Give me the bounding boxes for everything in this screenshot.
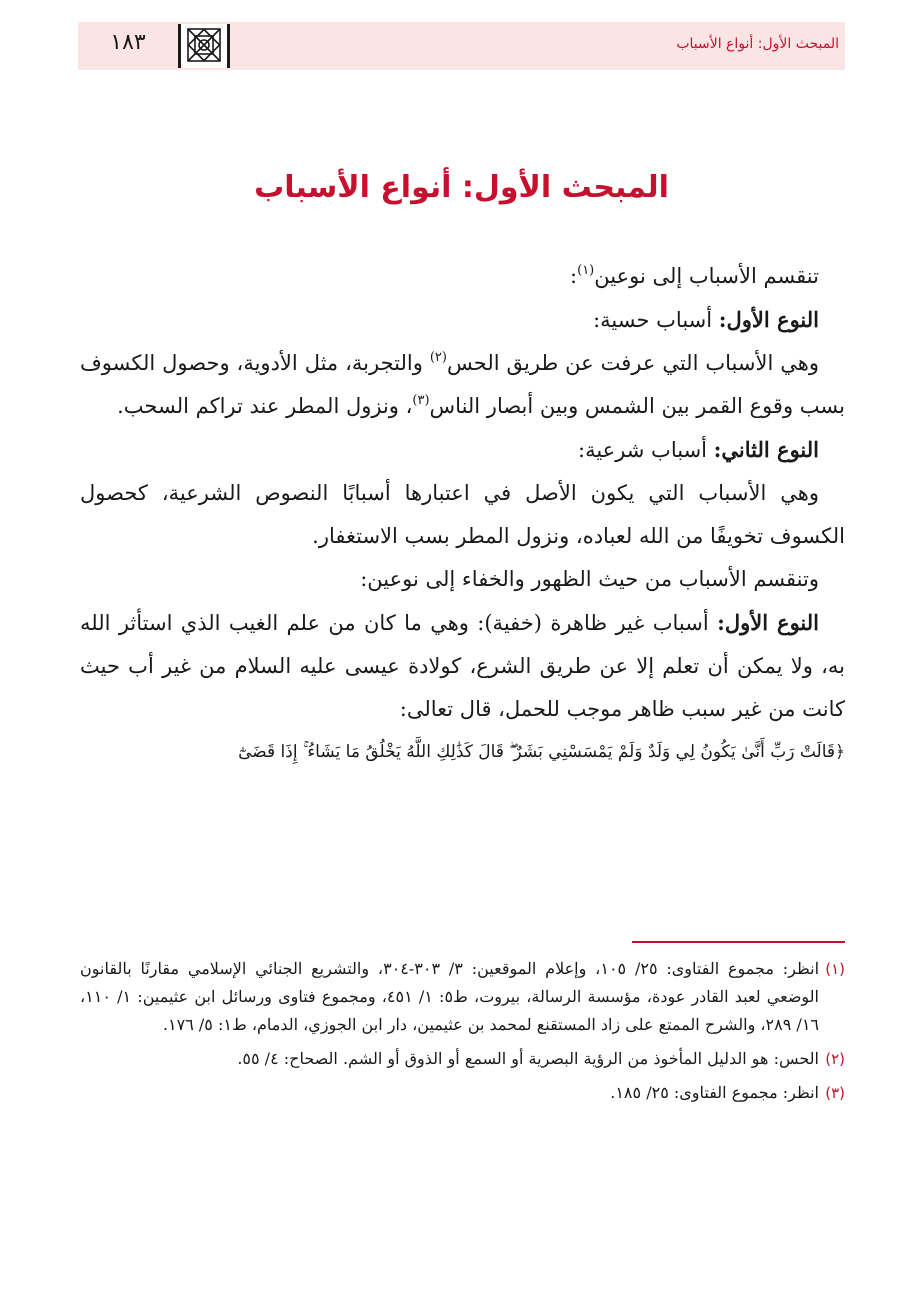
running-title: المبحث الأول: أنواع الأسباب (676, 36, 839, 52)
geometric-rosette-icon (178, 24, 230, 68)
body-text (80, 255, 845, 774)
paragraph-legal-causes: وهي الأسباب التي يكون الأصل في اعتبارها أسبابًا النصوص الشرعية، كحصول الكسوف تخويفًا من الله لعباده، ونزول المطر بسب الاستغفار. (80, 481, 845, 548)
paragraph-sensory-causes: وهي الأسباب التي عرفت عن طريق الحس$^{(٢)}$ والتجربة، مثل الأدوية، وحصول الكسوف بسب وقوع القمر بين الشمس وبين أبصار الناس$^{(٣)}$، ونزول المطر عند تراكم السحب. (80, 349, 845, 418)
chapter-title: المبحث الأول: أنواع الأسباب (254, 170, 669, 205)
footnote-ref-3[interactable]: (٣) (412, 392, 430, 408)
paragraph-type-two-heading: النوع الثاني: أسباب شرعية: (578, 437, 819, 462)
footnote-1: (١) انظر: مجموع الفتاوى: ٢٥/ ١٠٥، وإعلام الموقعين: ٣/ ٣٠٣-٣٠٤، والتشريع الجنائي الإسلامي مقارنًا بالقانون الوضعي لعبد القادر عودة، مؤسسة الرسالة، بيروت، ط٥: ١/ ٤٥١، ومجموع فتاوى ورسائل ابن عثيمين: ١/ ١١٠، ١٦/ ٢٨٩، والشرح الممتع على زاد المستقنع لمحمد بن عثيمين، دار ابن الجوزي، الدمام، ط١: ٥/ ١٧٦. (80, 959, 845, 1034)
footnotes (80, 955, 845, 1113)
paragraph-hidden-causes: النوع الأول: أسباب غير ظاهرة (خفية): وهي ما كان من علم الغيب الذي استأثر الله به، ولا يمكن أن تعلم إلا عن طريق الشرع، كولادة عيسى عليه السلام من غير أب حيث كانت من غير سبب ظاهر موجب للحمل، قال تعالى: (80, 610, 845, 721)
quran-verse: ﴿قَالَتْ رَبِّ أَنَّىٰ يَكُونُ لِي وَلَدٌ وَلَمْ يَمْسَسْنِي بَشَرٌ ۖ قَالَ كَذَٰلِكِ اللَّهُ يَخْلُقُ مَا يَشَاءُ ۚ إِذَا قَضَىٰٓ (238, 742, 845, 762)
paragraph-division: وتنقسم الأسباب من حيث الظهور والخفاء إلى نوعين: (360, 567, 819, 591)
footnote-3: (٣) انظر: مجموع الفتاوى: ٢٥/ ١٨٥. (610, 1083, 845, 1102)
paragraph-intro: تنقسم الأسباب إلى نوعين$^{(١)}$: (570, 262, 819, 288)
footnote-ref-1[interactable]: (١) (577, 262, 595, 278)
footnote-ref-2[interactable]: (٢) (429, 349, 447, 365)
paragraph-type-one-heading: النوع الأول: أسباب حسية: (593, 307, 819, 332)
footnote-separator (632, 941, 845, 943)
page-number: ١٨٣ (110, 30, 146, 55)
footnote-2: (٢) الحس: هو الدليل المأخوذ من الرؤية البصرية أو السمع أو الذوق أو الشم. الصحاح: ٤/ ٥٥. (237, 1049, 845, 1068)
